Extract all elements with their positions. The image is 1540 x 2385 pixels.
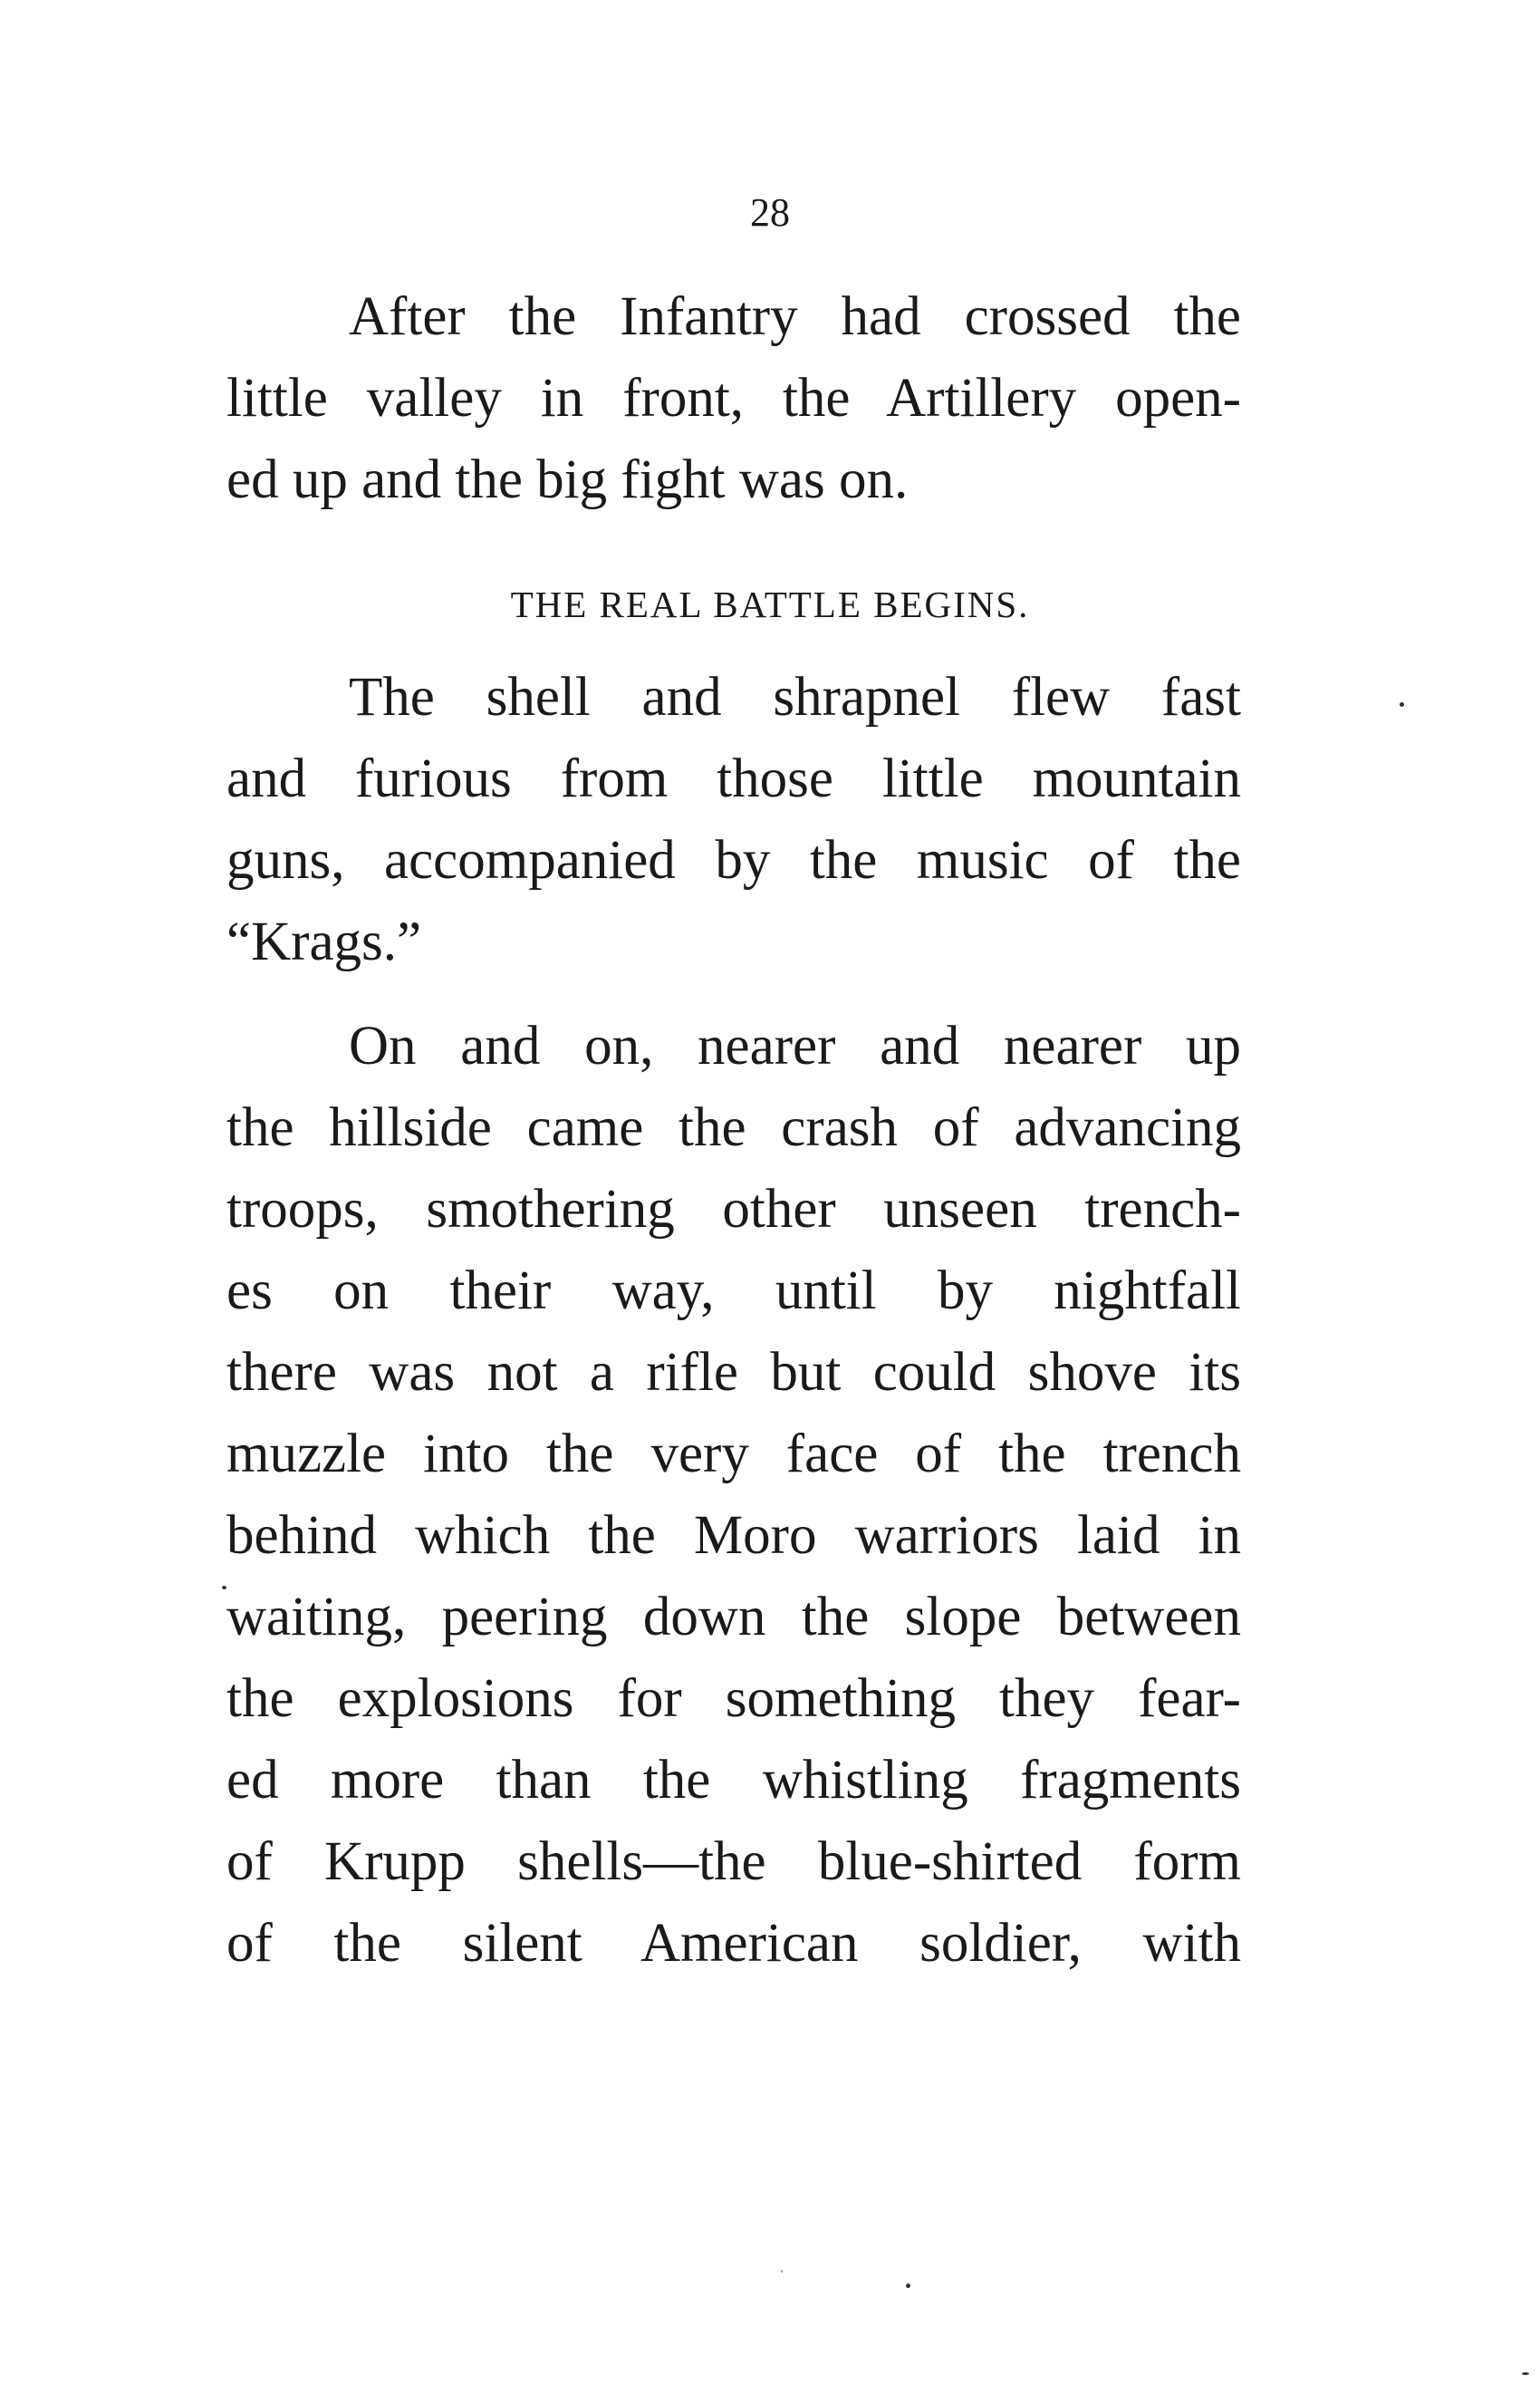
paragraph-2-line: The shell and shrapnel flew fast [349,667,1241,728]
paragraph-3-line: of Krupp shells—the blue-shirted form [226,1831,1241,1892]
paragraph-2-line: “Krags.” [226,912,422,972]
paragraph-2 [226,657,1241,983]
paragraph-1 [226,276,1241,521]
paragraph-3-line: troops, smothering other unseen trench- [226,1179,1241,1240]
paragraph-3-line: behind which the Moro warriors laid in [226,1505,1241,1566]
paragraph-3-line: the hillside came the crash of advancing [226,1097,1241,1158]
ink-speck [1522,2372,1529,2375]
section-heading: THE REAL BATTLE BEGINS. [510,584,1030,625]
ink-speck [906,2284,910,2288]
paragraph-1-line: ed up and the big fight was on. [226,449,909,510]
paragraph-1-line: little valley in front, the Artillery open- [226,368,1241,429]
paragraph-3-line: es on their way, until by nightfall [226,1260,1241,1321]
paragraph-2-line: guns, accompanied by the music of the [226,830,1241,891]
paragraph-3-line: there was not a rifle but could shove its [226,1342,1241,1403]
paragraph-3-line: waiting, peering down the slope between [226,1587,1241,1647]
paragraph-3-line: On and on, nearer and nearer up [349,1016,1241,1077]
paragraph-1-line: After the Infantry had crossed the [349,286,1241,347]
paragraph-3-line: muzzle into the very face of the trench [226,1424,1241,1484]
paragraph-3-line: ed more than the whistling fragments [226,1750,1241,1810]
ink-speck [222,1586,226,1589]
ink-speck [781,2270,783,2273]
paragraph-3-line: of the silent American soldier, with [226,1913,1241,1974]
ink-speck [1400,702,1404,707]
paragraph-3-line: the explosions for something they fear- [226,1668,1241,1729]
paragraph-3 [226,1006,1241,1984]
paragraph-2-line: and furious from those little mountain [226,748,1241,809]
page-number: 28 [750,190,790,235]
